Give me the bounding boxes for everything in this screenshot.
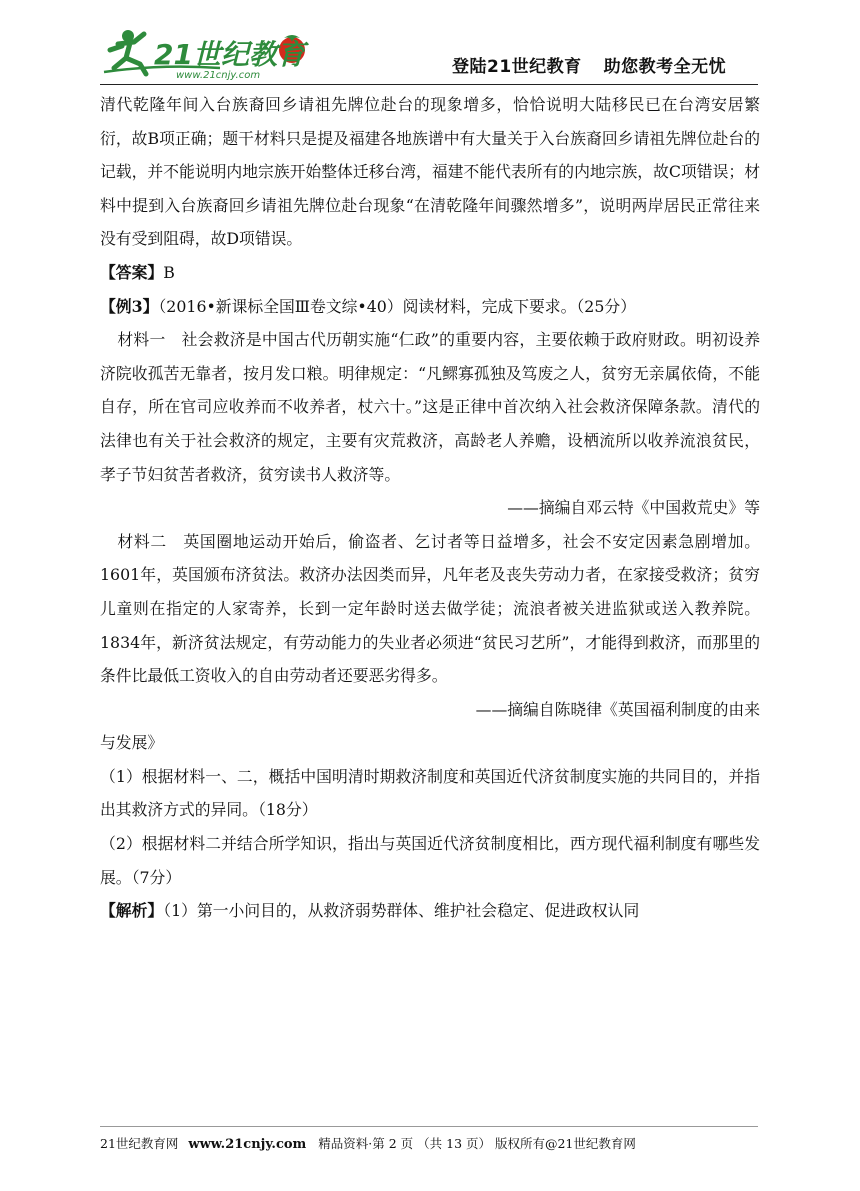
material-two: 材料二 英国圈地运动开始后，偷盗者、乞讨者等日益增多，社会不安定因素急剧增加。 1601年，英国颁布济贫法。救济办法因类而异，凡年老及丧失劳动力者，在家接受救济；贫穷儿童则在指定的人家寄养，长到一定年龄时送去做学徒；流浪者被关进监狱或送入教养院。1834年，新济贫法规定，有劳动能力的失业者必须进“贫民习艺所”，才能得到救济，而那里的条件比最低工资收入的自由劳动者还要恶劣得多。 (100, 531, 760, 686)
header-divider (100, 84, 758, 85)
site-logo (100, 24, 315, 82)
footer-site-link[interactable]: www.21cnjy.com (188, 1137, 307, 1152)
question-two: （2）根据材料二并结合所学知识，指出与英国近代济贫制度相比，西方现代福利制度有哪些发展。（7分） (100, 834, 760, 887)
logo-url: www.21cnjy.com (176, 70, 261, 81)
logo-graphic (100, 24, 315, 82)
material-one: 材料一 社会救济是中国古代历朝实施“仁政”的重要内容，主要依赖于政府财政。明初设养济院收孤苦无靠者，按月发口粮。明律规定：“凡鳏寡孤独及笃废之人，贫穷无亲属依倚，不能自存，所在官司应收养而不收养者，杖六十。”这是正律中首次纳入社会救济保障条款。清代的法律也有关于社会救济的规定，主要有灾荒救济，高龄老人养赡，设栖流所以收养流浪贫民，孝子节妇贫苦者救济，贫穷读书人救济等。 (100, 330, 760, 484)
analysis-label: 【解析】 (100, 901, 164, 921)
document-body (100, 88, 760, 928)
logo-text: 21世纪教育 (154, 38, 305, 71)
header-slogan (452, 52, 758, 77)
analysis-line (100, 894, 760, 928)
source-two-line1: ——摘编自陈晓律《英国福利制度的由来 (475, 699, 760, 719)
slogan-left: 登陆21世纪教育 (452, 57, 582, 77)
answer-label: 【答案】 (100, 262, 164, 282)
page-footer (100, 1134, 760, 1152)
footer-page-info: 精品资料·第 2 页 （共 13 页） 版权所有@21世纪教育网 (318, 1136, 636, 1151)
footer-left: 21世纪教育网 (100, 1136, 179, 1151)
analysis-text: （1）第一小问目的，从救济弱势群体、维护社会稳定、促进政权认同 (163, 901, 640, 921)
answer-value: B (163, 262, 175, 282)
footer-divider (100, 1126, 758, 1127)
example-label: 【例3】 (100, 296, 159, 316)
source-one: ——摘编自邓云特《中国救荒史》等 (507, 498, 760, 518)
question-one: （1）根据材料一、二，概括中国明清时期救济制度和英国近代济贫制度实施的共同目的，并指出其救济方式的异同。（18分） (100, 766, 760, 820)
source-two-line2: 与发展》 (100, 733, 164, 753)
explanation-paragraph: 清代乾隆年间入台族裔回乡请祖先牌位赴台的现象增多，恰恰说明大陆移民已在台湾安居繁衍，故B项正确；题干材料只是提及福建各地族谱中有大量关于入台族裔回乡请祖先牌位赴台的记载，并不能说明内地宗族开始整体迁移台湾，福建不能代表所有的内地宗族，故C项错误；材料中提到入台族裔回乡请祖先牌位赴台现象“在清乾隆年间骤然增多”，说明两岸居民正常往来没有受到阻碍，故D项错误。 (100, 95, 760, 249)
answer-line (100, 256, 760, 290)
example-text: （2016•新课标全国Ⅲ卷文综•40）阅读材料，完成下要求。（25分） (158, 296, 636, 316)
slogan-right: 助您教考全无忧 (603, 57, 727, 77)
example-heading (100, 290, 760, 324)
